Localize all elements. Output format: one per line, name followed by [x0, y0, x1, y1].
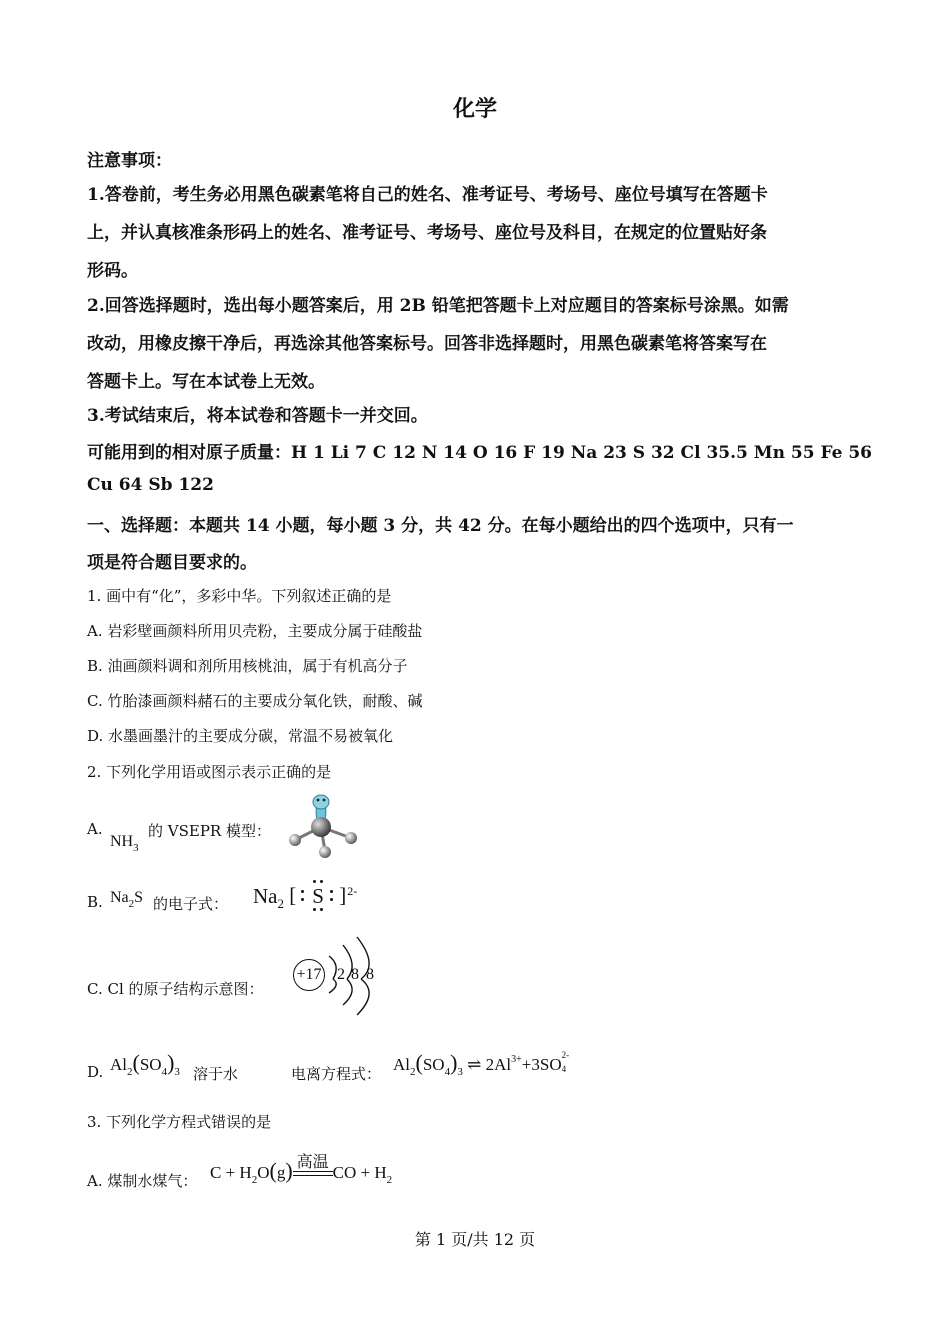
- shell-count-2: 8: [351, 966, 359, 983]
- notice-line: 上，并认真核准条形码上的姓名、准考证号、考场号、座位号及科目，在规定的位置贴好条: [87, 223, 767, 243]
- notice-line: 3.考试结束后，将本试卷和答题卡一并交回。: [87, 406, 428, 426]
- notice-heading: 注意事项：: [87, 151, 172, 171]
- nucleus: +17: [293, 959, 325, 991]
- atomic-mass-line: Cu 64 Sb 122: [87, 475, 214, 495]
- option-c-text: C. Cl 的原子结构示意图：: [87, 980, 264, 998]
- option-b-label: B.: [87, 893, 103, 911]
- option-c: C. 竹胎漆画颜料赭石的主要成分氧化铁，耐酸、碱: [87, 692, 423, 710]
- notice-line: 改动，用橡皮擦干净后，再选涂其他答案标号。回答非选择题时，用黑色碳素笔将答案写在: [87, 334, 767, 354]
- shell-count-3: 8: [366, 966, 374, 983]
- nh3-formula: $NH_3$: [110, 833, 139, 854]
- option-d-label: D.: [87, 1063, 104, 1081]
- reaction-condition: 高温: [296, 1152, 329, 1172]
- option-d: D. 水墨画墨汁的主要成分碳，常温不易被氧化: [87, 727, 394, 745]
- notice-line: 答题卡上。写在本试卷上无效。: [87, 372, 325, 392]
- option-b-text: 的电子式：: [153, 895, 229, 913]
- option-d-text2: 电离方程式：: [291, 1065, 382, 1083]
- question-stem: 2. 下列化学用语或图示表示正确的是: [87, 763, 332, 781]
- atomic-mass-line: 可能用到的相对原子质量：H 1 Li 7 C 12 N 14 O 16 F 19 Na 23 S 32 Cl 35.5 Mn 55 Fe 56: [87, 443, 872, 463]
- notice-line: 2.回答选择题时，选出每小题答案后，用 2B 铅笔把答题卡上对应题目的答案标号涂黑。如需: [87, 296, 789, 316]
- ionization-equation: $Al_2(SO_4)_3$ ⇌ $2Al^{3+}+3SO$ 2- 4: [393, 1050, 570, 1078]
- question-stem: 1. 画中有“化”，多彩中华。下列叙述正确的是: [87, 587, 392, 605]
- shell-count-1: 2: [337, 966, 345, 983]
- option-a-text: 的 VSEPR 模型：: [148, 822, 271, 840]
- question-stem: 3. 下列化学方程式错误的是: [87, 1113, 272, 1131]
- vsepr-model-image: [280, 790, 370, 862]
- option-a: A. 岩彩壁画颜料所用贝壳粉，主要成分属于硅酸盐: [87, 622, 423, 640]
- page-footer: 第 1 页/共 12 页: [414, 1230, 536, 1249]
- notice-line: 1.答卷前，考生务必用黑色碳素笔将自己的姓名、准考证号、考场号、座位号填写在答题卡: [87, 185, 768, 205]
- notice-line: 形码。: [87, 261, 138, 281]
- section-heading: 一、选择题：本题共 14 小题，每小题 3 分，共 42 分。在每小题给出的四个选项中，只有一: [87, 516, 794, 536]
- option-a-label: A.: [87, 820, 103, 838]
- na2s-electron-formula: $Na_2$ [ S ] $^{2-}$: [253, 884, 357, 909]
- lewis-bracket: [ S ]: [289, 884, 347, 908]
- al2so43-formula: $Al_2(SO_4)_3$: [110, 1050, 180, 1078]
- na2s-formula: $Na_2S$: [110, 889, 144, 910]
- option-b: B. 油画颜料调和剂所用核桃油，属于有机高分子: [87, 657, 408, 675]
- option-a-text: A. 煤制水煤气：: [87, 1172, 198, 1190]
- water-gas-equation: $C + H_2O(g)$ 高温 CO + $H_2$: [210, 1158, 392, 1184]
- option-d-text: 溶于水: [193, 1065, 239, 1083]
- page-title: 化学: [452, 96, 497, 122]
- section-heading: 项是符合题目要求的。: [87, 553, 257, 573]
